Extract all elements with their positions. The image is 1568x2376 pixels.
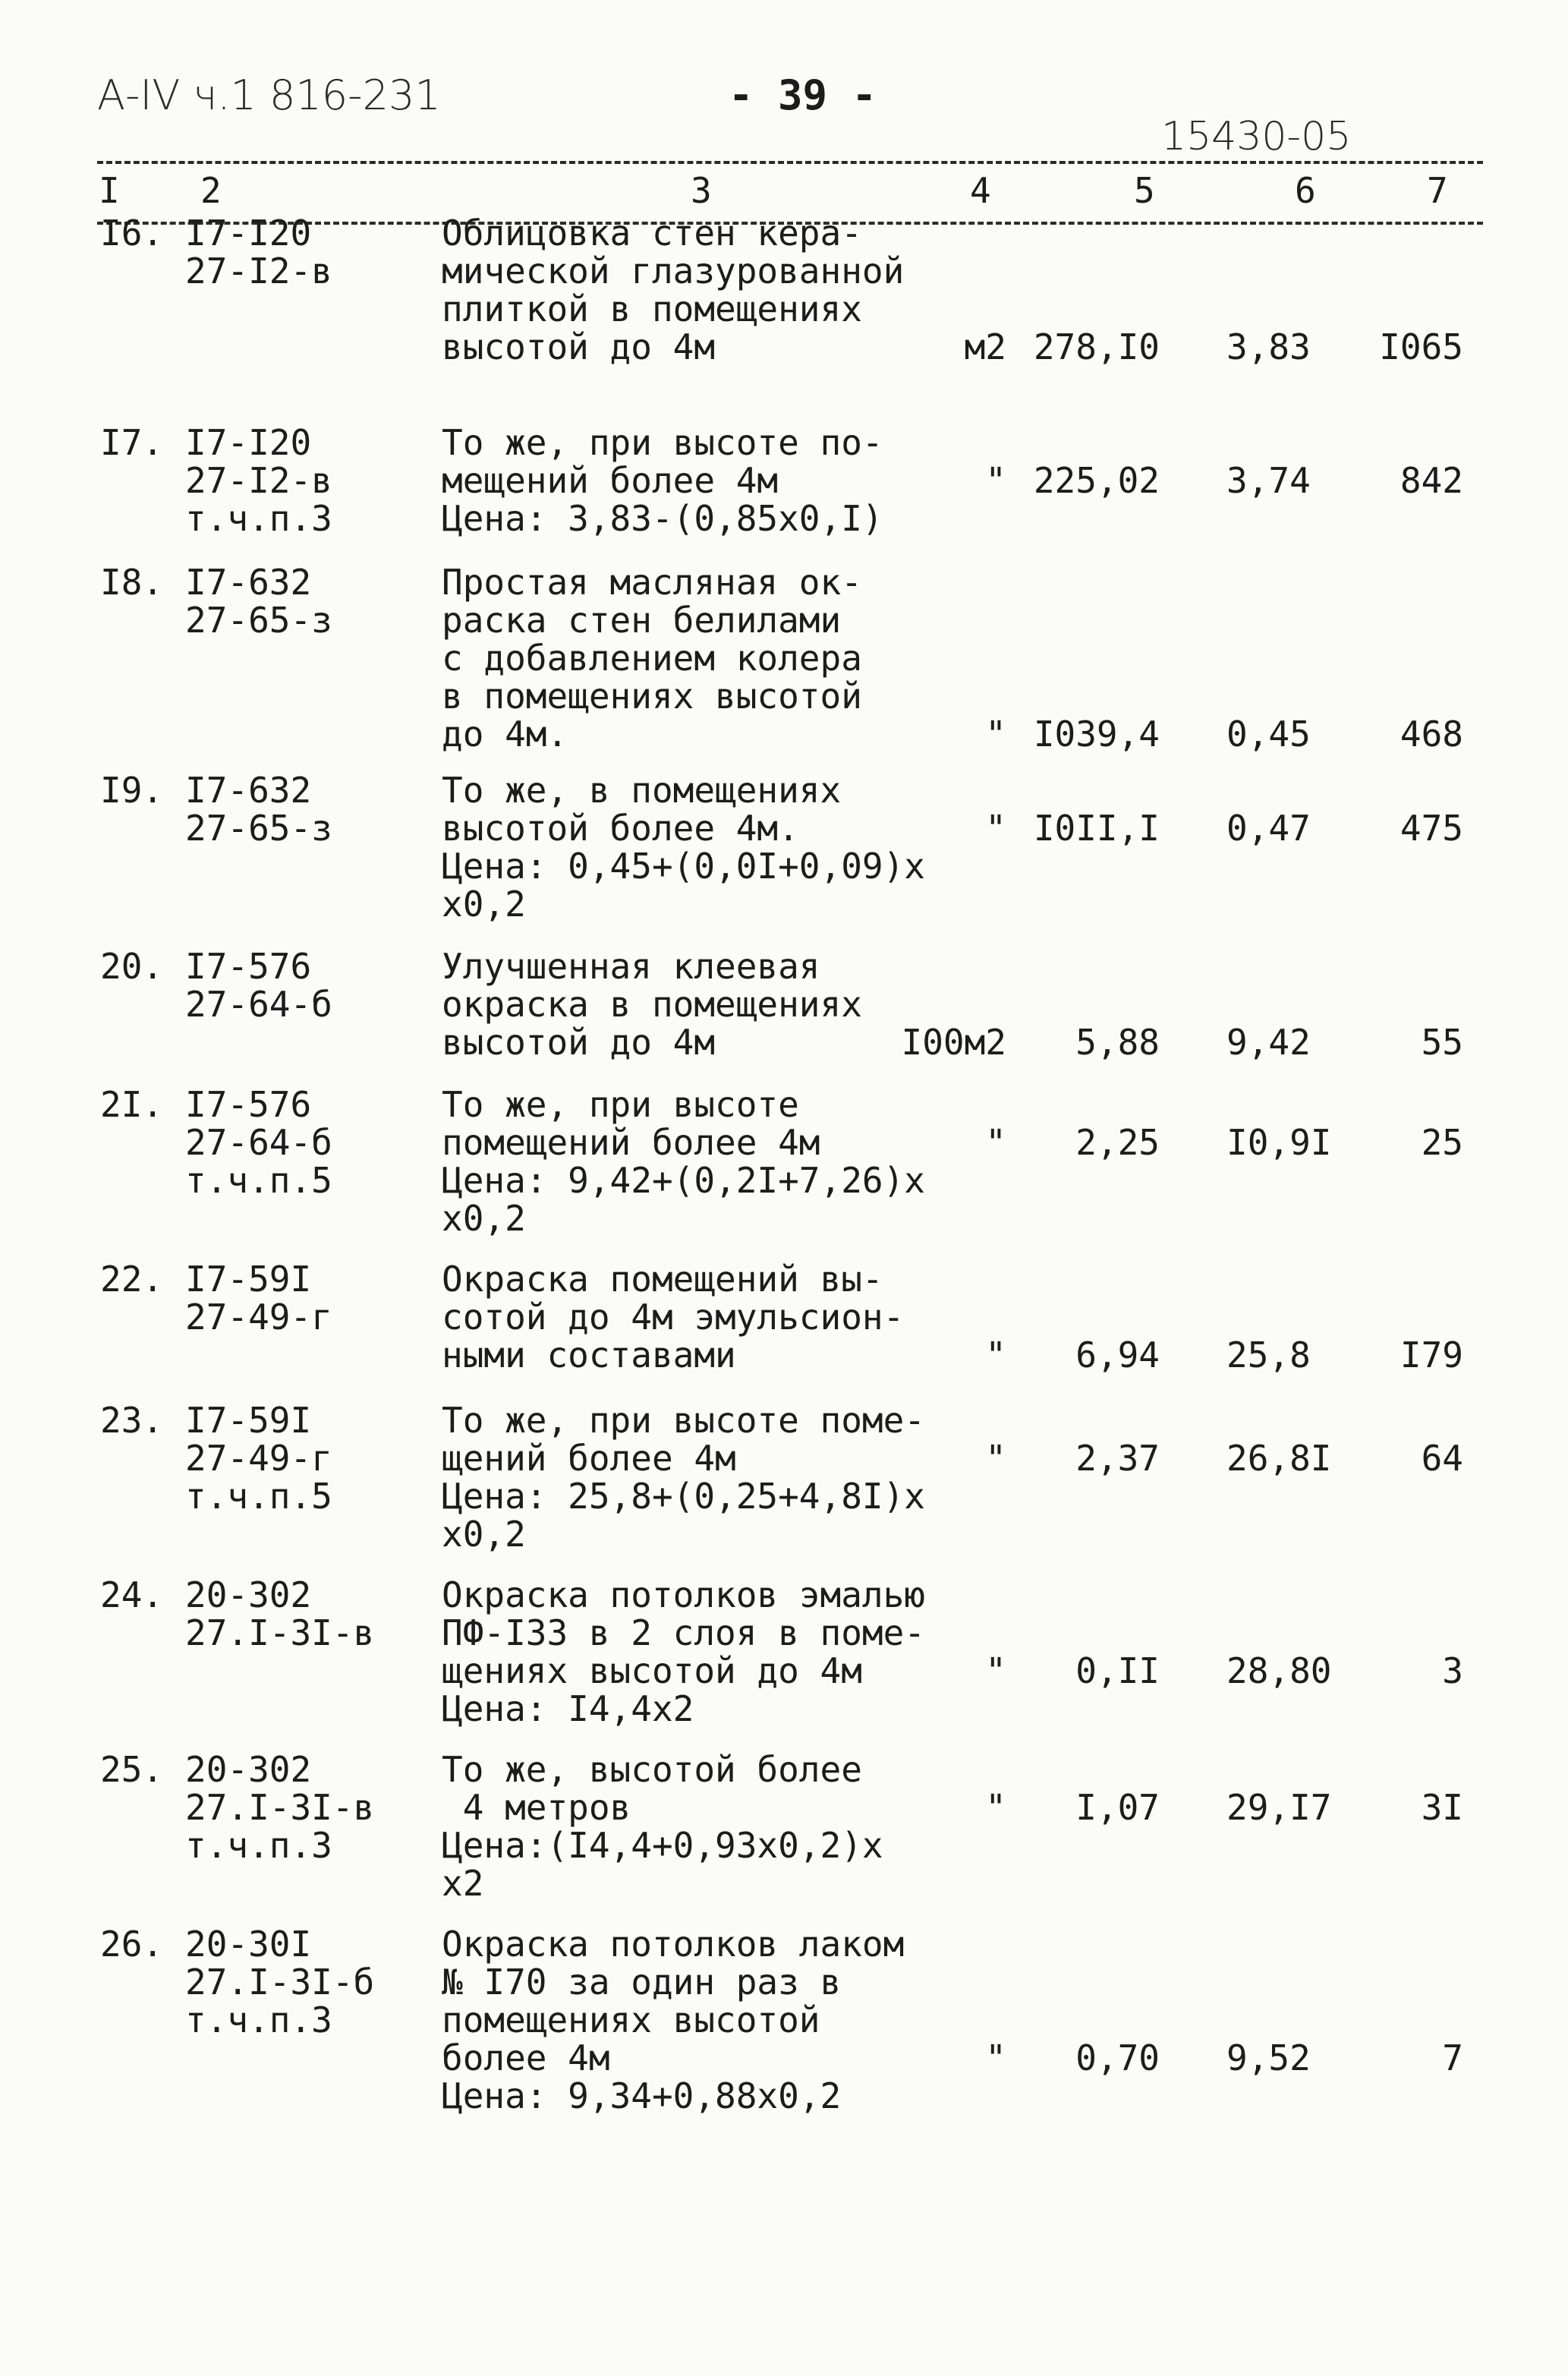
row-code-line: 20-302 — [185, 1749, 312, 1790]
row-description-line: То же, высотой более — [442, 1749, 862, 1790]
row-description-line: высотой до 4м — [442, 1022, 716, 1063]
table-top-rule — [97, 161, 1483, 164]
row-code-line: 27-64-б — [185, 984, 332, 1025]
row-code-line: т.ч.п.3 — [185, 498, 332, 539]
row-description — [442, 771, 925, 923]
row-qty: 5,88 — [1075, 1022, 1160, 1063]
row-number: 2I. — [100, 1084, 164, 1125]
row-number: 22. — [100, 1259, 164, 1300]
row-code-line: 27.I-3I-в — [185, 1612, 375, 1653]
col-header-2: 2 — [200, 170, 222, 211]
col-header-1: I — [99, 170, 120, 211]
row-code — [185, 947, 332, 1023]
row-description-line: То же, при высоте поме- — [442, 1400, 925, 1441]
row-price: 25,8 — [1226, 1335, 1311, 1375]
row-description-line: Улучшенная клеевая — [442, 946, 820, 987]
row-total: I79 — [1400, 1335, 1463, 1375]
row-total: 64 — [1421, 1438, 1463, 1479]
row-description — [442, 1086, 925, 1237]
row-number: I7. — [100, 422, 164, 463]
row-description — [442, 1750, 883, 1902]
row-unit: " — [985, 460, 1006, 501]
row-code-line: 27-65-з — [185, 808, 332, 849]
row-description-line: То же, в помещениях — [442, 770, 842, 811]
row-description — [442, 1576, 925, 1728]
row-unit: " — [985, 714, 1006, 755]
row-unit: " — [985, 1335, 1006, 1375]
row-description-line: Простая масляная ок- — [442, 562, 862, 603]
row-unit: м2 — [964, 326, 1006, 367]
row-code-line: т.ч.п.3 — [185, 1825, 332, 1866]
row-description-line: То же, при высоте по- — [442, 422, 883, 463]
row-code-line: 27-I2-в — [185, 251, 332, 291]
row-description-line: с добавлением колера — [442, 638, 862, 679]
row-number: 25. — [100, 1749, 164, 1790]
row-code-line: 27-49-г — [185, 1438, 332, 1479]
row-code — [185, 1401, 332, 1515]
row-description-line: Цена: 3,83-(0,85х0,I) — [442, 498, 883, 539]
row-total: I065 — [1379, 326, 1463, 367]
row-code-line: т.ч.п.5 — [185, 1160, 332, 1201]
row-description-line: То же, при высоте — [442, 1084, 799, 1125]
row-qty: 0,II — [1075, 1650, 1160, 1691]
row-code-line: I7-632 — [185, 562, 312, 603]
row-code-line: 27.I-3I-в — [185, 1787, 375, 1828]
col-header-4: 4 — [970, 170, 991, 211]
row-number: I9. — [100, 770, 164, 811]
row-total: 55 — [1421, 1022, 1463, 1063]
row-number: I8. — [100, 562, 164, 603]
row-qty: 2,37 — [1075, 1438, 1160, 1479]
reference-number: 15430-05 — [1161, 114, 1352, 159]
row-description-line: помещений более 4м — [442, 1122, 820, 1163]
row-description — [442, 1401, 925, 1553]
row-description-line: мической глазурованной — [442, 251, 905, 291]
page-number: - 39 - — [729, 71, 877, 119]
document-code: А-IV ч.1 816-231 — [97, 71, 441, 119]
row-description-line: х0,2 — [442, 884, 526, 925]
row-number: 26. — [100, 1924, 164, 1965]
row-code — [185, 424, 332, 537]
row-description-line: мещений более 4м — [442, 460, 779, 501]
row-price: 3,83 — [1226, 326, 1311, 367]
row-description-line: сотой до 4м эмульсион- — [442, 1297, 905, 1338]
row-price: 26,8I — [1226, 1438, 1332, 1479]
row-number: I6. — [100, 213, 164, 254]
row-price: 0,45 — [1226, 714, 1311, 755]
row-qty: I,07 — [1075, 1787, 1160, 1828]
row-description — [442, 1260, 904, 1374]
row-price: I0,9I — [1226, 1122, 1332, 1163]
row-description-line: раска стен белилами — [442, 600, 842, 641]
row-code — [185, 214, 332, 290]
row-qty: I039,4 — [1033, 714, 1160, 755]
row-qty: I0II,I — [1033, 808, 1160, 849]
row-code — [185, 771, 332, 847]
row-description-line: окраска в помещениях — [442, 984, 862, 1025]
row-description-line: х0,2 — [442, 1514, 526, 1555]
row-code-line: т.ч.п.3 — [185, 1999, 332, 2040]
row-code-line: 27-49-г — [185, 1297, 332, 1338]
row-code — [185, 1576, 374, 1652]
row-code — [185, 1260, 332, 1336]
row-code-line: 27-64-б — [185, 1122, 332, 1163]
row-description-line: Окраска помещений вы- — [442, 1259, 883, 1300]
row-description-line: Цена: 25,8+(0,25+4,8I)х — [442, 1476, 925, 1517]
row-code-line: I7-I20 — [185, 213, 312, 254]
row-price: 29,I7 — [1226, 1787, 1332, 1828]
row-description-line: Цена: 9,42+(0,2I+7,26)х — [442, 1160, 925, 1201]
row-description-line: х0,2 — [442, 1198, 526, 1239]
row-code — [185, 1925, 374, 2039]
row-code-line: I7-576 — [185, 1084, 312, 1125]
row-unit: " — [985, 1438, 1006, 1479]
row-total: 25 — [1421, 1122, 1463, 1163]
row-total: 7 — [1442, 2037, 1463, 2078]
row-code-line: 20-302 — [185, 1574, 312, 1615]
row-qty: 0,70 — [1075, 2037, 1160, 2078]
row-description-line: Окраска потолков эмалью — [442, 1574, 925, 1615]
col-header-3: 3 — [691, 170, 712, 211]
row-description-line: в помещениях высотой — [442, 676, 862, 717]
row-description-line: ПФ-I33 в 2 слоя в поме- — [442, 1612, 925, 1653]
row-description-line: до 4м. — [442, 714, 568, 755]
row-total: 842 — [1400, 460, 1463, 501]
row-description-line: Облицовка стен кера- — [442, 213, 862, 254]
row-description-line: щениях высотой до 4м — [442, 1650, 862, 1691]
row-code-line: 20-30I — [185, 1924, 312, 1965]
row-description-line: Цена: I4,4х2 — [442, 1688, 694, 1729]
row-qty: 2,25 — [1075, 1122, 1160, 1163]
row-unit: " — [985, 2037, 1006, 2078]
row-description — [442, 424, 883, 537]
row-description-line: высотой до 4м — [442, 326, 716, 367]
row-qty: 225,02 — [1033, 460, 1160, 501]
row-unit: " — [985, 1122, 1006, 1163]
row-description-line: ными составами — [442, 1335, 736, 1375]
col-header-7: 7 — [1427, 170, 1448, 211]
row-code-line: 27.I-3I-б — [185, 1962, 375, 2003]
row-description-line: более 4м — [442, 2037, 610, 2078]
row-total: 3I — [1421, 1787, 1463, 1828]
row-description-line: Окраска потолков лаком — [442, 1924, 905, 1965]
row-number: 20. — [100, 946, 164, 987]
row-code-line: I7-I20 — [185, 422, 312, 463]
row-description-line: № I70 за один раз в — [442, 1962, 842, 2003]
row-description — [442, 563, 862, 753]
row-code-line: I7-59I — [185, 1400, 312, 1441]
row-total: 3 — [1442, 1650, 1463, 1691]
row-unit: I00м2 — [901, 1022, 1006, 1063]
row-code-line: I7-632 — [185, 770, 312, 811]
row-unit: " — [985, 1787, 1006, 1828]
row-code-line: I7-576 — [185, 946, 312, 987]
row-description-line: Цена: 9,34+0,88х0,2 — [442, 2075, 842, 2116]
row-price: 9,42 — [1226, 1022, 1311, 1063]
row-code-line: 27-65-з — [185, 600, 332, 641]
row-description — [442, 947, 862, 1061]
row-qty: 6,94 — [1075, 1335, 1160, 1375]
row-total: 475 — [1400, 808, 1463, 849]
row-description-line: Цена: 0,45+(0,0I+0,09)х — [442, 846, 925, 887]
row-price: 3,74 — [1226, 460, 1311, 501]
row-code — [185, 1750, 374, 1864]
row-code-line: I7-59I — [185, 1259, 312, 1300]
row-code-line: 27-I2-в — [185, 460, 332, 501]
row-description-line: плиткой в помещениях — [442, 288, 862, 329]
row-price: 0,47 — [1226, 808, 1311, 849]
row-description-line: 4 метров — [442, 1787, 631, 1828]
row-description — [442, 1925, 904, 2115]
row-code-line: т.ч.п.5 — [185, 1476, 332, 1517]
row-description-line: помещениях высотой — [442, 1999, 820, 2040]
row-price: 9,52 — [1226, 2037, 1311, 2078]
row-number: 24. — [100, 1574, 164, 1615]
row-code — [185, 563, 332, 639]
row-unit: " — [985, 1650, 1006, 1691]
col-header-5: 5 — [1134, 170, 1155, 211]
row-code — [185, 1086, 332, 1199]
row-description — [442, 214, 904, 366]
row-description-line: высотой более 4м. — [442, 808, 799, 849]
row-number: 23. — [100, 1400, 164, 1441]
row-description-line: х2 — [442, 1863, 484, 1904]
row-unit: " — [985, 808, 1006, 849]
row-qty: 278,I0 — [1033, 326, 1160, 367]
row-price: 28,80 — [1226, 1650, 1332, 1691]
row-total: 468 — [1400, 714, 1463, 755]
col-header-6: 6 — [1295, 170, 1316, 211]
row-description-line: щений более 4м — [442, 1438, 736, 1479]
row-description-line: Цена:(I4,4+0,93х0,2)х — [442, 1825, 883, 1866]
